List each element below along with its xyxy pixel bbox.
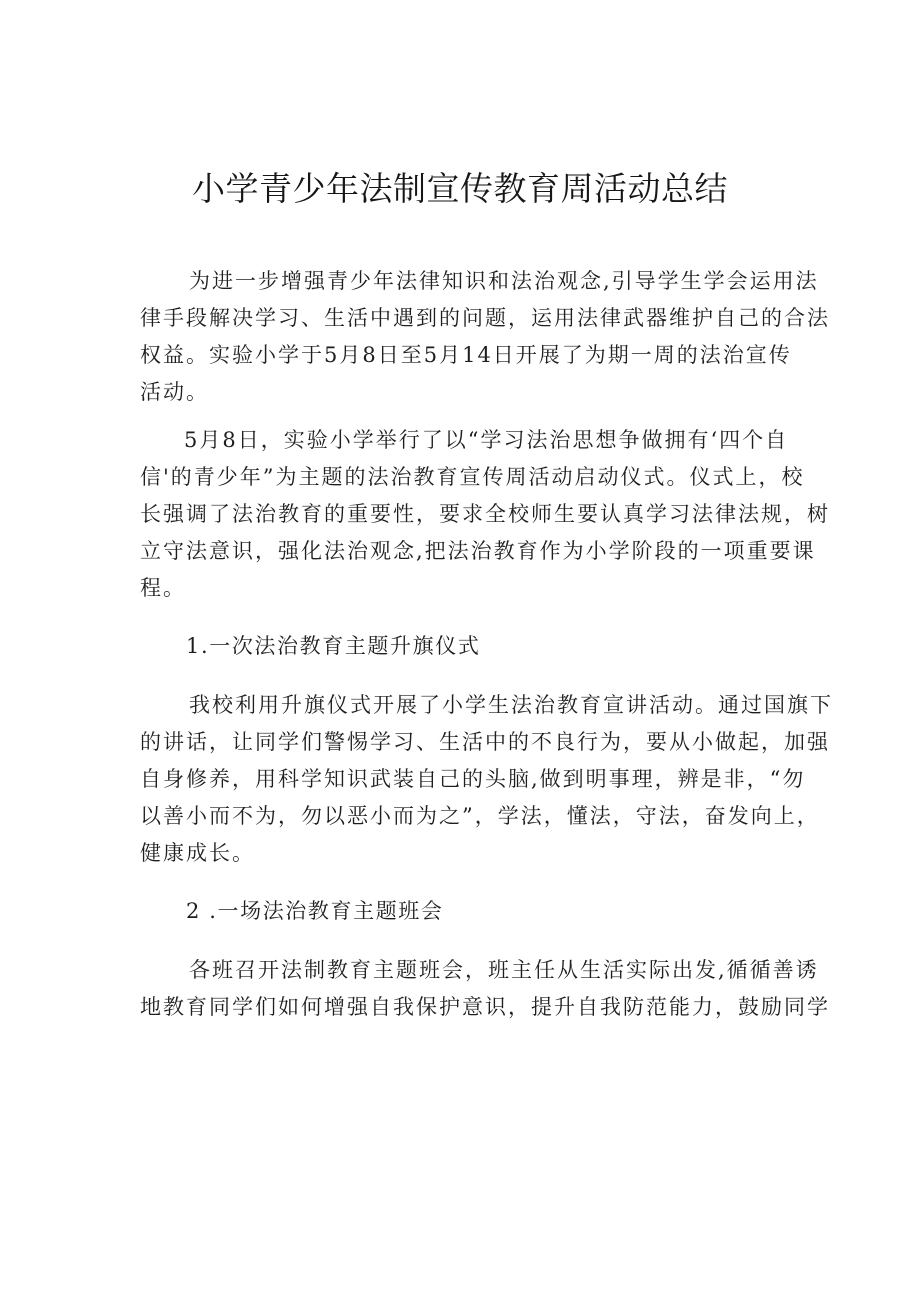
text-line: 健康成长。 bbox=[140, 841, 255, 865]
text-line: 各班召开法制教育主题班会，班主任从生活实际出发,循循善诱 bbox=[189, 958, 819, 982]
paragraph-class-meeting bbox=[140, 952, 830, 1026]
text-line: 地教育同学们如何增强自我保护意识，提升自我防范能力，鼓励同学 bbox=[140, 995, 830, 1019]
paragraph-intro bbox=[140, 263, 830, 411]
text-line: 5月8日，实验小学举行了以“学习法治思想争做拥有‘四个自 bbox=[184, 428, 789, 452]
text-line: 立守法意识，强化法治观念,把法治教育作为小学阶段的一项重要课 bbox=[140, 539, 816, 563]
heading-line: 1.一次法治教育主题升旗仪式 bbox=[186, 634, 481, 658]
section-heading-class-meeting bbox=[140, 893, 790, 930]
text-line: 以善小而不为，勿以恶小而为之”，学法，懂法，守法，奋发向上， bbox=[140, 804, 820, 828]
heading-line: 2 .一场法治教育主题班会 bbox=[186, 899, 444, 923]
paragraph-flag-ceremony bbox=[140, 687, 833, 872]
text-line: 长强调了法治教育的重要性，要求全校师生要认真学习法律法规，树 bbox=[140, 502, 830, 526]
text-line: 为进一步增强青少年法律知识和法治观念,引导学生学会运用法 bbox=[189, 269, 819, 293]
paragraph-launch-ceremony bbox=[140, 422, 830, 607]
text-line: 律手段解决学习、生活中遇到的问题，运用法律武器维护自己的合法 bbox=[140, 306, 830, 330]
document-title: 小学青少年法制宣传教育周活动总结 bbox=[192, 169, 728, 208]
text-line: 我校利用升旗仪式开展了小学生法治教育宣讲活动。通过国旗下 bbox=[189, 693, 833, 717]
text-line: 活动。 bbox=[140, 380, 209, 404]
text-line: 权益。实验小学于5月8日至5月14日开展了为期一周的法治宣传 bbox=[140, 343, 792, 367]
text-line: 程。 bbox=[140, 576, 186, 600]
text-line: 自身修养，用科学知识武装自己的头脑,做到明事理，辨是非，“勿 bbox=[140, 767, 806, 791]
text-line: 信'的青少年”为主题的法治教育宣传周活动启动仪式。仪式上，校 bbox=[140, 465, 805, 489]
text-line: 的讲话，让同学们警惕学习、生活中的不良行为，要从小做起，加强 bbox=[140, 730, 830, 754]
document-body bbox=[140, 263, 833, 1026]
section-heading-flag-ceremony bbox=[140, 628, 790, 665]
